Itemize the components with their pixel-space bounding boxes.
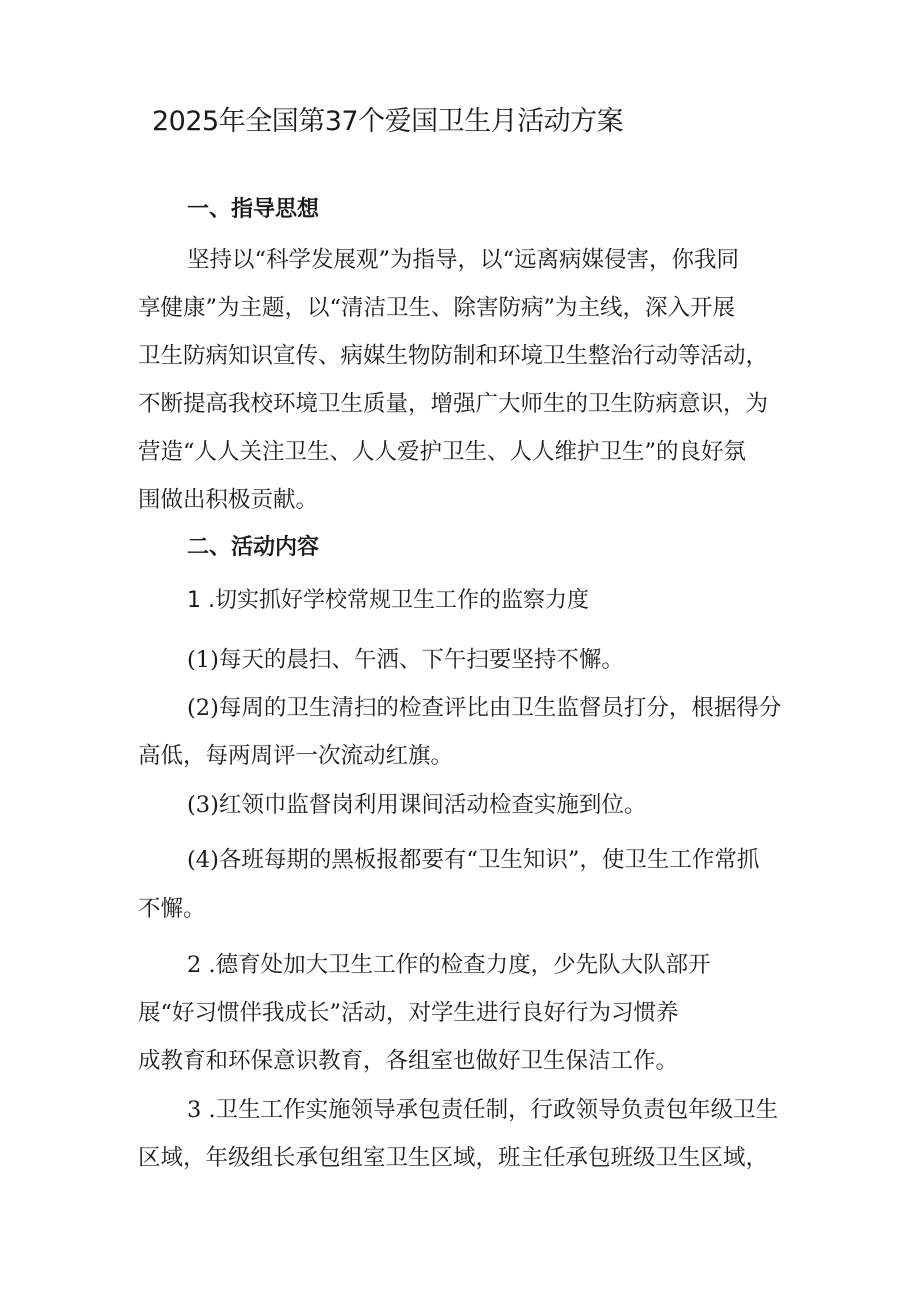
paragraph-line: (4)各班每期的黑板报都要有“卫生知识”，使卫生工作常抓 [187,847,760,873]
paragraph-line: 营造“人人关注卫生、人人爱护卫生、人人维护卫生”的良好氛 [138,439,747,465]
paragraph-line: 坚持以“科学发展观”为指导，以“远离病媒侵害，你我同 [187,247,740,273]
section-heading-guiding-ideology: 一、指导思想 [187,197,320,222]
paragraph-line: (2)每周的卫生清扫的检查评比由卫生监督员打分，根据得分 [187,695,782,721]
item-heading-1: 1 .切实抓好学校常规卫生工作的监察力度 [187,588,589,613]
paragraph-line: 围做出积极贡献。 [138,487,319,513]
document-title: 2025年全国第37个爱国卫生月活动方案 [152,106,624,137]
paragraph-line: 2 .德育处加大卫生工作的检查力度，少先队大队部开 [187,952,711,978]
paragraph-line: 3 .卫生工作实施领导承包责任制，行政领导负责包年级卫生 [187,1097,779,1123]
paragraph-line: 区域，年级组长承包组室卫生区域，班主任承包班级卫生区域， [138,1145,769,1171]
paragraph-line: 不懈。 [138,896,206,922]
paragraph-line: (3)红领巾监督岗利用课间活动检查实施到位。 [187,792,647,818]
paragraph-line: 高低，每两周评一次流动红旗。 [138,743,454,769]
paragraph-line: (1)每天的晨扫、午洒、下午扫要坚持不懈。 [187,647,624,673]
paragraph-line: 卫生防病知识宣传、病媒生物防制和环境卫生整治行动等活动， [138,343,769,369]
paragraph-line: 展“好习惯伴我成长”活动，对学生进行良好行为习惯养 [138,1000,679,1026]
paragraph-line: 享健康”为主题，以“清洁卫生、除害防病”为主线，深入开展 [138,295,736,321]
paragraph-line: 成教育和环保意识教育，各组室也做好卫生保洁工作。 [138,1048,679,1074]
section-heading-activity-content: 二、活动内容 [187,535,320,560]
paragraph-line: 不断提高我校环境卫生质量，增强广大师生的卫生防病意识，为 [138,391,769,417]
